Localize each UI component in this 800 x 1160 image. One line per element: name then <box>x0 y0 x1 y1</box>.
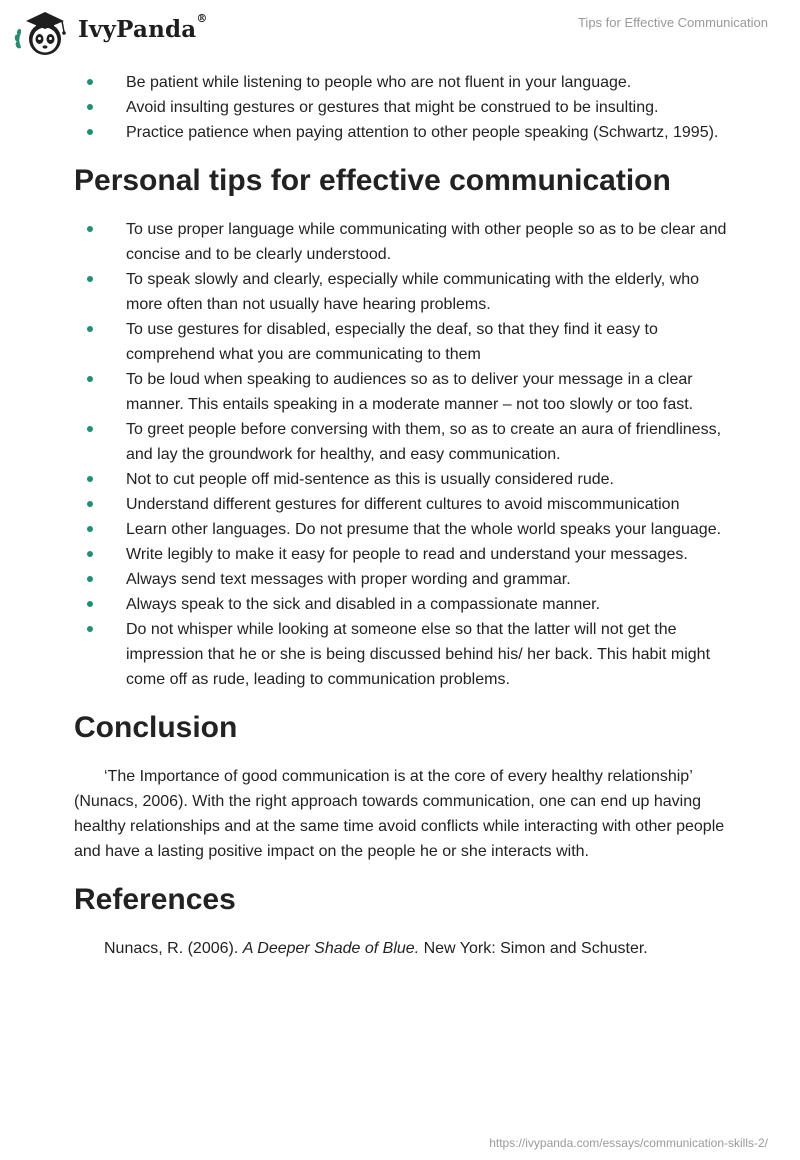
intro-bullet-list <box>74 70 728 145</box>
bullet-icon <box>87 551 93 557</box>
list-item-text: Be patient while listening to people who are not fluent in your language. <box>126 74 632 91</box>
bullet-icon <box>87 626 93 632</box>
list-item-text: To be loud when speaking to audiences so as to deliver your message in a clear manner. This entails speaking in a moderate manner – not too slowly or too fast. <box>126 371 694 413</box>
ivypanda-logo[interactable] <box>14 8 76 58</box>
bullet-icon <box>87 476 93 482</box>
list-item-text: To greet people before conversing with them, so as to create an aura of friendliness, and lay the groundwork for healthy, and easy communication. <box>126 421 722 463</box>
reference-entry <box>74 936 728 961</box>
conclusion-heading: Conclusion <box>74 711 238 744</box>
reference-author-year: Nunacs, R. (2006). <box>104 940 243 957</box>
list-item <box>74 217 728 267</box>
list-item <box>74 417 728 467</box>
bullet-icon <box>87 501 93 507</box>
list-item <box>74 492 728 517</box>
brand-name-text: IvyPanda <box>78 16 197 43</box>
bullet-icon <box>87 576 93 582</box>
conclusion-paragraph: ‘The Importance of good communication is at the core of every healthy relationship’ (Nunacs, 2006). With the right approach towards communication, one can end up having healthy relationships and at the same time avoid conflicts while interacting with other people and have a lasting positive impact on the people he or she interacts with. <box>74 768 725 860</box>
personal-tips-list <box>74 217 728 692</box>
list-item-text: Avoid insulting gestures or gestures that might be construed to be insulting. <box>126 99 659 116</box>
bullet-icon <box>87 226 93 232</box>
bullet-icon <box>87 104 93 110</box>
bullet-icon <box>87 376 93 382</box>
list-item <box>74 567 728 592</box>
bullet-icon <box>87 129 93 135</box>
list-item <box>74 317 728 367</box>
list-item-text: To use gestures for disabled, especially the deaf, so that they find it easy to comprehend what you are communicating to them <box>126 321 658 363</box>
reference-title: A Deeper Shade of Blue. <box>242 940 420 957</box>
bullet-icon <box>87 601 93 607</box>
bullet-icon <box>87 326 93 332</box>
bullet-icon <box>87 526 93 532</box>
list-item <box>74 70 728 95</box>
list-item-text: Do not whisper while looking at someone else so that the latter will not get the impression that he or she is being discussed behind his/ her back. This habit might come off as rude, leading to communication problems. <box>126 621 711 688</box>
essay-content <box>74 70 728 961</box>
list-item-text: Not to cut people off mid-sentence as this is usually considered rude. <box>126 471 614 488</box>
bullet-icon <box>87 426 93 432</box>
list-item <box>74 467 728 492</box>
brand-name[interactable] <box>78 12 208 43</box>
reference-publisher: New York: Simon and Schuster. <box>419 940 648 957</box>
page-header <box>0 0 800 60</box>
list-item <box>74 617 728 692</box>
source-url[interactable]: https://ivypanda.com/essays/communication-skills-2/ <box>489 1136 768 1150</box>
references-heading: References <box>74 883 236 916</box>
list-item-text: Understand different gestures for different cultures to avoid miscommunication <box>126 496 680 513</box>
list-item <box>74 367 728 417</box>
list-item-text: To speak slowly and clearly, especially while communicating with the elderly, who more often than not usually have hearing problems. <box>126 271 699 313</box>
list-item <box>74 95 728 120</box>
bullet-icon <box>87 79 93 85</box>
panda-graduate-icon <box>14 8 76 58</box>
list-item-text: Learn other languages. Do not presume that the whole world speaks your language. <box>126 521 722 538</box>
list-item <box>74 517 728 542</box>
list-item-text: To use proper language while communicating with other people so as to be clear and concise and to be clearly understood. <box>126 221 727 263</box>
registered-mark: ® <box>196 12 208 25</box>
list-item-text: Always speak to the sick and disabled in a compassionate manner. <box>126 596 601 613</box>
bullet-icon <box>87 276 93 282</box>
list-item-text: Practice patience when paying attention to other people speaking (Schwartz, 1995). <box>126 124 719 141</box>
list-item <box>74 592 728 617</box>
document-title: Tips for Effective Communication <box>577 15 768 30</box>
list-item <box>74 542 728 567</box>
list-item <box>74 267 728 317</box>
list-item-text: Always send text messages with proper wording and grammar. <box>126 571 571 588</box>
list-item <box>74 120 728 145</box>
personal-tips-heading: Personal tips for effective communication <box>74 164 671 197</box>
list-item-text: Write legibly to make it easy for people to read and understand your messages. <box>126 546 688 563</box>
